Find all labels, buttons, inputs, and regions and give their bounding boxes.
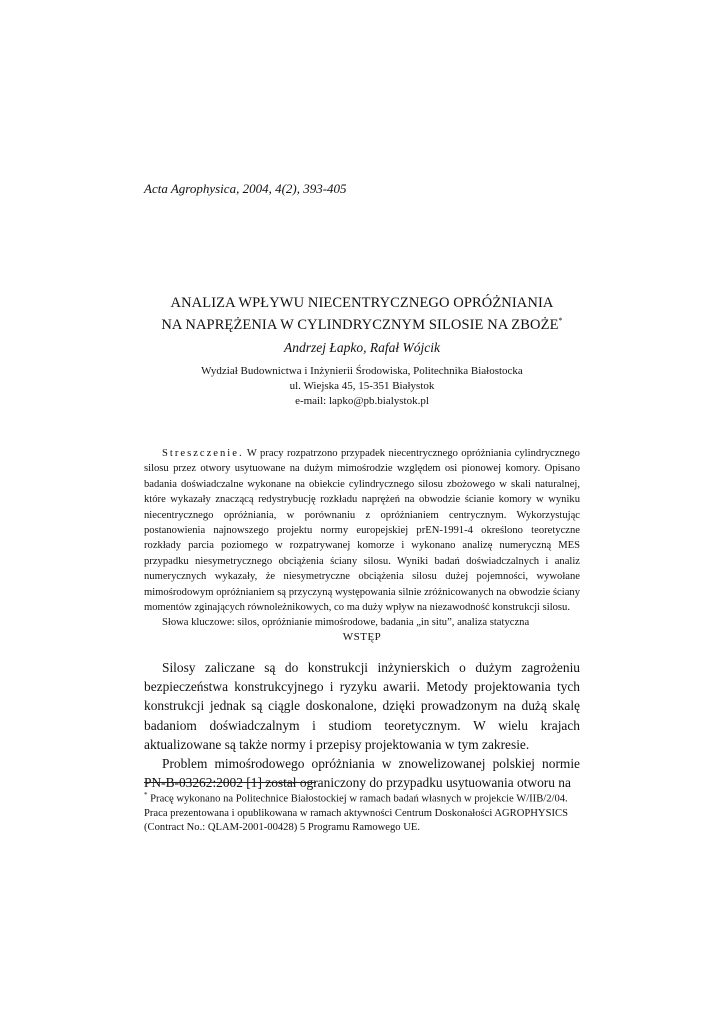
footnote-mark: *	[144, 791, 148, 799]
affiliation-address: ul. Wiejska 45, 15-351 Białystok	[289, 379, 435, 392]
body-paragraph-2: Problem mimośrodowego opróżniania w znowelizowanej polskiej normie PN-B-03262:2002 [1] został ograniczony do przypadku usytuowania otworu na	[144, 756, 580, 791]
footnote-1	[144, 788, 584, 807]
affiliation	[0, 364, 724, 409]
keywords: Słowa kluczowe: silos, opróżnianie mimośrodowe, badania „in situ”, analiza statyczna	[162, 617, 530, 629]
footnote-divider	[144, 782, 316, 783]
abstract-text: W pracy rozpatrzono przypadek niecentrycznego opróżniania cylindrycznego silosu przez otwory usytuowane na dużym mimośrodzie względem osi pionowej komory. Opisano badania doświadczalne wykonane na obiekcie cylindrycznego silosu zbożowego w skali naturalnej, które wykazały znaczącą redystrybucję rozkładu naprężeń na obwodzie ścianie komory w wyniku niecentrycznego opróżniania, w porównaniu z opróżnianiem centrycznym. Wykorzystując postanowienia najnowszego projektu normy europejskiej prEN-1991-4 określono teoretyczne rozkłady parcia poziomego w rozpatrywanej komorze i wykonano analizę numeryczną MES przypadku niesymetrycznego obciążenia ściany silosu. Wyniki badań doświadczalnych i analiz numerycznych wykazały, że niesymetryczne obciążenia silosu dużej pojemności, wywołane mimośrodowym opróżnianiem są przyczyną występowania silnie zróżnicowanych na obwodzie ściany momentów zginających równoleżnikowych, co ma duży wpływ na niezawodność konstrukcji silosu.	[144, 448, 580, 614]
affiliation-email: e-mail: lapko@pb.bialystok.pl	[295, 394, 429, 407]
title-line-2-text: NA NAPRĘŻENIA W CYLINDRYCZNYM SILOSIE NA ZBOŻE	[161, 316, 559, 333]
journal-reference: Acta Agrophysica, 2004, 4(2), 393-405	[144, 181, 347, 196]
abstract-label: Streszczenie.	[162, 448, 244, 459]
title-block	[0, 295, 724, 409]
title-line-2	[0, 312, 724, 334]
body-paragraph-1: Silosy zaliczane są do konstrukcji inżynierskich o dużym zagrożeniu bezpieczeństwa konstrukcyjnego i ryzyku awarii. Metody projektowania tych konstrukcji jednak są ciągle doskonalone, dzięki prowadzonym na dużą skalę badaniom doświadczalnym i studiom teoretycznym. W wielu krajach aktualizowane są także normy i przepisy projektowania w tym zakresie.	[144, 660, 580, 752]
title-footnote-mark: *	[558, 316, 563, 325]
section-heading: WSTĘP	[342, 631, 382, 643]
affiliation-line-1: Wydział Budownictwa i Inżynierii Środowiska, Politechnika Białostocka	[201, 364, 523, 377]
abstract	[144, 446, 580, 631]
footnote-1-text: Pracę wykonano na Politechnice Białostockiej w ramach badań własnych w projekcie W/IIB/2/04.	[150, 793, 568, 805]
footnote-2: Praca prezentowana i opublikowana w ramach aktywności Centrum Doskonałości AGROPHYSICS (Contract No.: QLAM-2001-00428) 5 Programu Ramowego UE.	[144, 807, 568, 834]
title-line-1: ANALIZA WPŁYWU NIECENTRYCZNEGO OPRÓŻNIANIA	[170, 295, 554, 311]
footnotes	[144, 788, 584, 836]
abstract-paragraph	[144, 446, 580, 615]
authors: Andrzej Łapko, Rafał Wójcik	[284, 339, 440, 355]
body-text	[144, 658, 580, 792]
